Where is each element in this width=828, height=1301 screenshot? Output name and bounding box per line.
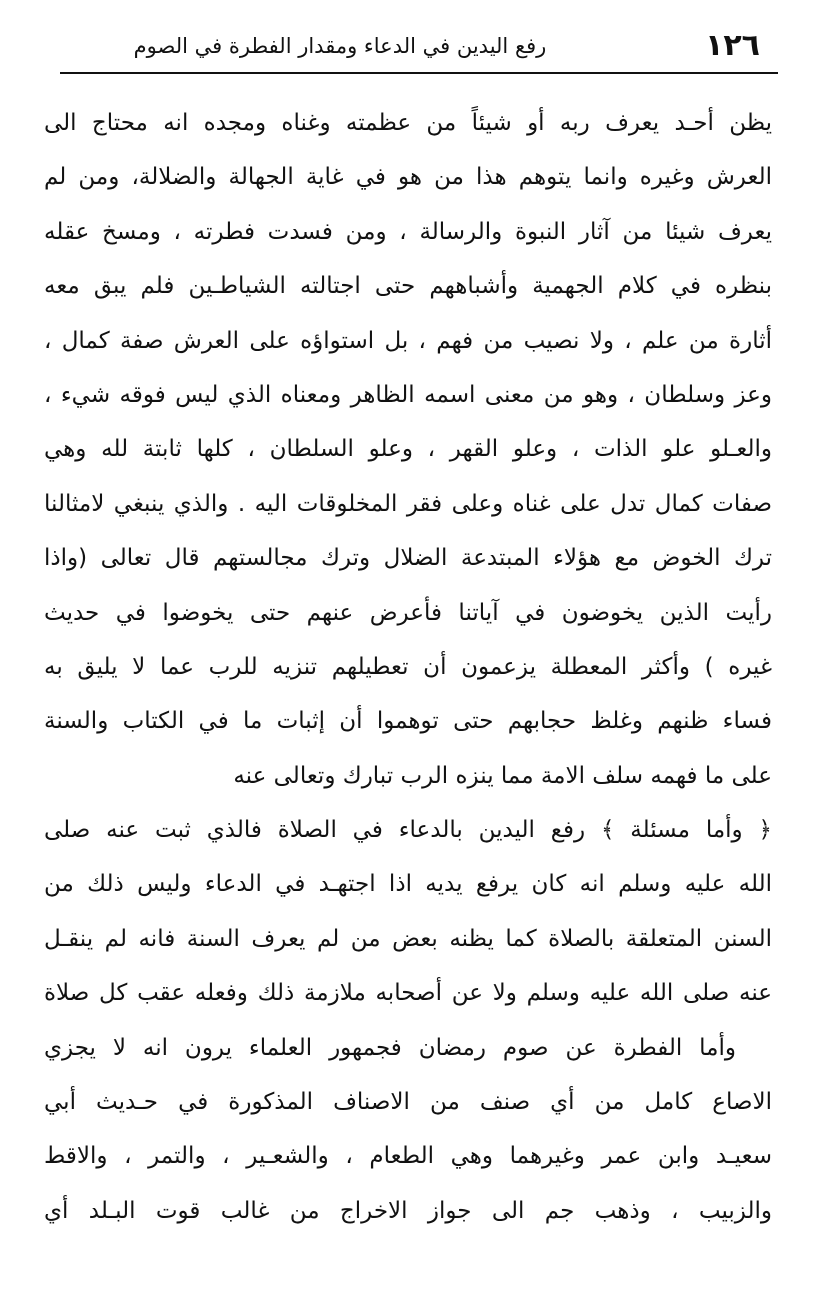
text-line: وأما الفطرة عن صوم رمضان فجمهور العلماء يرون انه لا يجزي [44, 1034, 736, 1061]
text-line: الاصاع كامل من أي صنف من الاصناف المذكورة في حـديث أبي [44, 1089, 772, 1116]
text-line: يعرف شيئا من آثار النبوة والرسالة ، ومن فسدت فطرته ، ومسخ عقله [44, 218, 772, 245]
text-line: وعز وسلطان ، وهو من معنى اسمه الظاهر ومعناه الذي ليس فوقه شيء ، [44, 381, 772, 408]
page-number: ١٢٦ [705, 28, 760, 63]
page-header [60, 22, 770, 74]
text-line: رأيت الذين يخوضون في آياتنا فأعرض عنهم حتى يخوضوا في حديث [44, 599, 772, 626]
text-line: غيره ) وأكثر المعطلة يزعمون أن تعطيلهم تنزيه للرب عما لا يليق به [44, 653, 772, 680]
text-line: والعـلو علو الذات ، وعلو القهر ، وعلو السلطان ، كلها ثابتة لله وهي [44, 436, 772, 463]
body-text [44, 96, 772, 1238]
text-line: أثارة من علم ، ولا نصيب من فهم ، بل استواؤه على العرش صفة كمال ، [44, 327, 772, 354]
text-line: الله عليه وسلم انه كان يرفع يديه اذا اجتهـد في الدعاء وليس ذلك من [44, 871, 772, 898]
header-rule [60, 72, 778, 74]
text-line: عنه صلى الله عليه وسلم ولا عن أصحابه ملازمة ذلك وفعله عقب كل صلاة [44, 980, 772, 1007]
running-title: رفع اليدين في الدعاء ومقدار الفطرة في الصوم [133, 34, 547, 58]
text-line: بنظره في كلام الجهمية وأشباههم حتى اجتالته الشياطـين فلم يبق معه [44, 273, 772, 300]
text-line: على ما فهمه سلف الامة مما ينزه الرب تبارك وتعالى عنه [233, 762, 772, 789]
text-line: والزبيب ، وذهب جم الى جواز الاخراج من غالب قوت البـلد أي [44, 1197, 772, 1224]
text-line: ﴿ وأما مسئلة ﴾ رفع اليدين بالدعاء في الصلاة فالذي ثبت عنه صلى [44, 817, 772, 844]
text-line: فساء ظنهم وغلظ حجابهم حتى توهموا أن إثبات ما في الكتاب والسنة [44, 708, 772, 735]
text-line: يظن أحـد يعرف ربه أو شيئاً من عظمته وغناه ومجده انه محتاج الى [44, 110, 772, 136]
text-line: ترك الخوض مع هؤلاء المبتدعة الضلال وترك مجالستهم قال تعالى (واذا [44, 545, 772, 572]
text-line: العرش وغيره وانما يتوهم هذا من هو في غاية الجهالة والضلالة، ومن لم [44, 164, 772, 191]
text-line: صفات كمال تدل على غناه وعلى فقر المخلوقات اليه . والذي ينبغي لامثالنا [44, 490, 772, 517]
text-line: سعيـد وابن عمر وغيرهما وهي الطعام ، والشعـير ، والتمر ، والاقط [44, 1143, 772, 1170]
text-line: السنن المتعلقة بالصلاة كما يظنه بعض من لم يعرف السنة فانه لم ينقـل [44, 925, 772, 952]
